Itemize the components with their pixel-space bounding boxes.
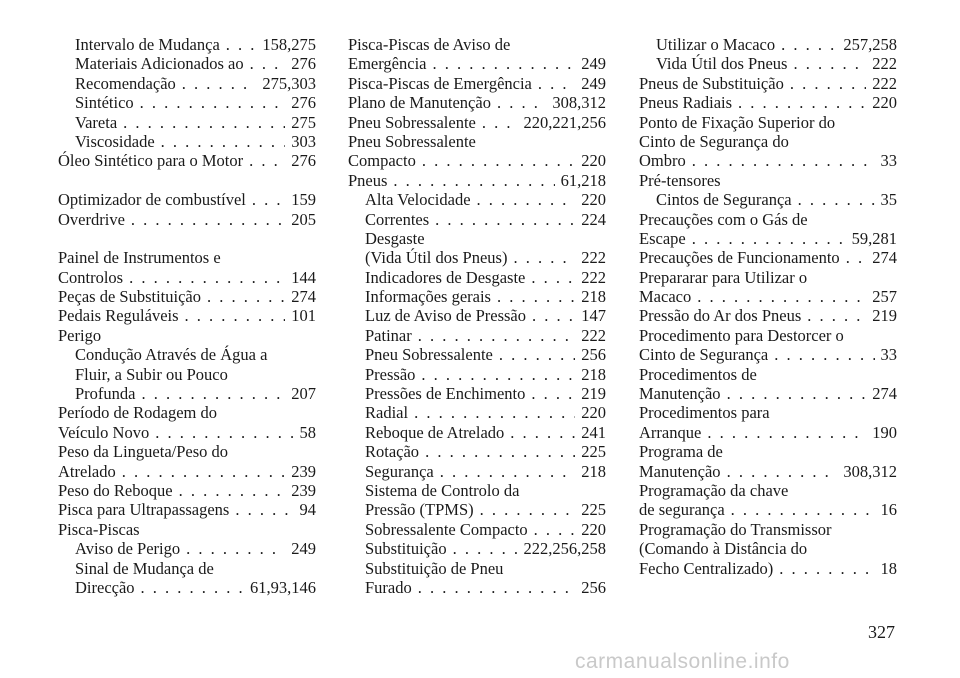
index-entry-text: Pré-tensores bbox=[639, 170, 721, 190]
leader-dots bbox=[532, 306, 575, 325]
index-entry-page: 249 bbox=[581, 73, 606, 93]
index-entry-text: Programação da chave bbox=[639, 480, 789, 500]
index-entry-text: Cinto de Segurança bbox=[639, 345, 769, 365]
index-column-1 bbox=[58, 35, 316, 597]
index-entry-text: Período de Rodagem do bbox=[58, 403, 218, 423]
index-entry-text: Peças de Substituição bbox=[58, 287, 201, 307]
index-entry bbox=[58, 481, 316, 500]
leader-dots bbox=[453, 539, 518, 558]
leader-dots bbox=[531, 384, 575, 403]
index-entry-text: Arranque bbox=[639, 422, 702, 442]
index-entry-text: Pressão bbox=[365, 364, 416, 384]
leader-dots bbox=[513, 248, 575, 267]
index-entry-page: 144 bbox=[291, 267, 316, 287]
index-entry bbox=[348, 287, 606, 306]
index-entry-text: Pneus bbox=[348, 170, 388, 190]
leader-dots bbox=[425, 442, 575, 461]
index-entry-page: 205 bbox=[291, 209, 316, 229]
leader-dots bbox=[250, 54, 286, 73]
index-entry-page: 249 bbox=[581, 54, 606, 74]
leader-dots bbox=[774, 345, 874, 364]
index-entry bbox=[348, 35, 606, 54]
index-entry-text: Pressão (TPMS) bbox=[365, 500, 474, 520]
index-entry-page: 218 bbox=[581, 364, 606, 384]
index-entry bbox=[639, 403, 897, 422]
index-entry-text: Pneus Radiais bbox=[639, 93, 733, 113]
leader-dots bbox=[131, 210, 285, 229]
index-entry-text: Procedimentos de bbox=[639, 364, 757, 384]
index-entry-page: 218 bbox=[581, 287, 606, 307]
index-entry-text: Patinar bbox=[365, 325, 412, 345]
index-entry bbox=[58, 190, 316, 209]
index-entry-text: Substituição bbox=[365, 539, 447, 559]
leader-dots bbox=[421, 365, 575, 384]
index-entry bbox=[58, 403, 316, 422]
index-entry bbox=[348, 539, 606, 558]
leader-dots bbox=[414, 403, 575, 422]
leader-dots bbox=[846, 248, 867, 267]
leader-dots bbox=[538, 74, 575, 93]
index-entry bbox=[348, 248, 606, 267]
index-entry-text: Furado bbox=[365, 577, 412, 597]
index-entry-page: 159 bbox=[291, 190, 316, 210]
index-entry-text: Precauções com o Gás de bbox=[639, 209, 808, 229]
leader-dots bbox=[141, 578, 244, 597]
index-entry-page: 61,93,146 bbox=[250, 577, 316, 597]
index-entry-page: 219 bbox=[581, 384, 606, 404]
leader-dots bbox=[497, 287, 575, 306]
index-entry-text: Veículo Novo bbox=[58, 422, 150, 442]
index-entry-page: 18 bbox=[880, 558, 897, 578]
index-entry-text: Segurança bbox=[365, 461, 434, 481]
index-entry-text: Pisca-Piscas de Emergência bbox=[348, 73, 532, 93]
leader-dots bbox=[155, 423, 293, 442]
index-entry-text: Luz de Aviso de Pressão bbox=[365, 306, 526, 326]
leader-dots bbox=[731, 500, 875, 519]
index-entry-text: Indicadores de Desgaste bbox=[365, 267, 526, 287]
index-entry bbox=[58, 248, 316, 267]
index-entry-text: Substituição de Pneu bbox=[365, 558, 504, 578]
index-entry bbox=[348, 190, 606, 209]
index-entry bbox=[348, 326, 606, 345]
index-entry bbox=[348, 462, 606, 481]
index-entry bbox=[639, 287, 897, 306]
index-entry-text: Vareta bbox=[75, 112, 118, 132]
index-entry bbox=[639, 190, 897, 209]
index-entry bbox=[639, 132, 897, 151]
index-entry bbox=[639, 481, 897, 500]
index-entry-page: 218 bbox=[581, 461, 606, 481]
index-entry-text: Recomendação bbox=[75, 73, 176, 93]
index-entry bbox=[58, 365, 316, 384]
index-entry-text: Informações gerais bbox=[365, 287, 491, 307]
index-entry bbox=[639, 74, 897, 93]
leader-dots bbox=[534, 520, 576, 539]
index-entry bbox=[348, 345, 606, 364]
index-entry bbox=[58, 326, 316, 345]
leader-dots bbox=[418, 578, 576, 597]
watermark: carmanualsonline.info bbox=[575, 650, 790, 673]
index-entry-page: 308,312 bbox=[552, 93, 606, 113]
index-entry bbox=[639, 268, 897, 287]
index-entry bbox=[348, 229, 606, 248]
index-entry-text: Optimizador de combustível bbox=[58, 190, 246, 210]
index-entry bbox=[639, 500, 897, 519]
index-entry-text: Pneu Sobressalente bbox=[365, 345, 493, 365]
index-entry-page: 222 bbox=[872, 73, 897, 93]
index-entry bbox=[58, 287, 316, 306]
index-entry bbox=[58, 442, 316, 461]
leader-dots bbox=[185, 306, 286, 325]
index-entry-page: 33 bbox=[880, 151, 897, 171]
index-entry-text: Aviso de Perigo bbox=[75, 539, 181, 559]
leader-dots bbox=[140, 93, 286, 112]
index-entry-page: 222,256,258 bbox=[523, 539, 606, 559]
index-entry-text: Precauções de Funcionamento bbox=[639, 248, 840, 268]
leader-dots bbox=[440, 462, 576, 481]
index-entry bbox=[58, 384, 316, 403]
index-entry-page: 58 bbox=[299, 422, 316, 442]
leader-dots bbox=[727, 384, 867, 403]
index-entry-page: 275 bbox=[291, 112, 316, 132]
index-entry-page: 207 bbox=[291, 384, 316, 404]
index-entry bbox=[639, 35, 897, 54]
index-entry-page: 276 bbox=[291, 93, 316, 113]
leader-dots bbox=[161, 132, 286, 151]
index-entry-text: Alta Velocidade bbox=[365, 190, 471, 210]
index-entry bbox=[58, 520, 316, 539]
index-entry-text: Reboque de Atrelado bbox=[365, 422, 505, 442]
index-entry-text: Overdrive bbox=[58, 209, 125, 229]
index-entry-page: 275,303 bbox=[262, 73, 316, 93]
index-entry bbox=[639, 384, 897, 403]
leader-dots bbox=[252, 190, 285, 209]
index-entry-page: 220 bbox=[872, 93, 897, 113]
index-entry bbox=[58, 54, 316, 73]
index-entry-page: 220 bbox=[581, 151, 606, 171]
index-entry bbox=[348, 54, 606, 73]
index-entry-page: 222 bbox=[872, 54, 897, 74]
index-entry-page: 59,281 bbox=[851, 228, 897, 248]
index-entry-page: 276 bbox=[291, 54, 316, 74]
index-entry-text: Sinal de Mudança de bbox=[75, 558, 214, 578]
index-entry bbox=[58, 93, 316, 112]
leader-dots bbox=[790, 74, 866, 93]
index-entry bbox=[639, 54, 897, 73]
index-entry-text: Programação do Transmissor bbox=[639, 519, 832, 539]
index-entry bbox=[639, 113, 897, 132]
leader-dots bbox=[781, 35, 837, 54]
index-entry bbox=[58, 462, 316, 481]
index-column-3 bbox=[639, 35, 897, 578]
index-entry-text: Intervalo de Mudança bbox=[75, 35, 220, 54]
index-entry bbox=[639, 462, 897, 481]
index-entry bbox=[348, 151, 606, 170]
index-entry bbox=[58, 423, 316, 442]
index-entry-text: Pneu Sobressalente bbox=[348, 112, 476, 132]
index-entry-text: Peso do Reboque bbox=[58, 480, 173, 500]
index-entry-text: Manutenção bbox=[639, 461, 721, 481]
index-entry-text: Condução Através de Água a bbox=[75, 345, 268, 365]
index-entry-text: Utilizar o Macaco bbox=[656, 35, 776, 54]
index-entry-text: Pressão do Ar dos Pneus bbox=[639, 306, 802, 326]
index-entry-page: 16 bbox=[880, 500, 897, 520]
index-entry-text: (Comando à Distância do bbox=[639, 539, 808, 559]
leader-dots bbox=[707, 423, 866, 442]
index-entry-text: Pedais Reguláveis bbox=[58, 306, 179, 326]
index-entry-page: 222 bbox=[581, 248, 606, 268]
index-entry bbox=[58, 578, 316, 597]
index-entry-text: Viscosidade bbox=[75, 131, 155, 151]
leader-dots bbox=[798, 190, 875, 209]
index-entry-text: Fluir, a Subir ou Pouco bbox=[75, 364, 228, 384]
index-entry bbox=[348, 403, 606, 422]
index-entry-page: 220 bbox=[581, 519, 606, 539]
index-entry-text: Escape bbox=[639, 228, 686, 248]
index-entry-text: Controlos bbox=[58, 267, 124, 287]
index-entry-text: Pneus de Substituição bbox=[639, 73, 784, 93]
leader-dots bbox=[142, 384, 286, 403]
index-entry-page: 257 bbox=[872, 287, 897, 307]
leader-dots bbox=[249, 151, 285, 170]
index-entry bbox=[639, 248, 897, 267]
index-entry bbox=[58, 268, 316, 287]
index-entry-page: 224 bbox=[581, 209, 606, 229]
leader-dots bbox=[393, 171, 554, 190]
leader-dots bbox=[531, 268, 575, 287]
index-entry-page: 274 bbox=[872, 384, 897, 404]
index-entry-text: Vida Útil dos Pneus bbox=[656, 54, 788, 74]
index-entry-page: 190 bbox=[872, 422, 897, 442]
index-entry bbox=[348, 384, 606, 403]
index-entry-page: 219 bbox=[872, 306, 897, 326]
index-entry bbox=[639, 93, 897, 112]
index-entry-text: Procedimentos para bbox=[639, 403, 770, 423]
index-entry bbox=[348, 500, 606, 519]
index-entry-text: Atrelado bbox=[58, 461, 116, 481]
index-entry bbox=[639, 423, 897, 442]
index-entry-text: Ombro bbox=[639, 151, 686, 171]
leader-dots bbox=[497, 93, 546, 112]
index-entry-page: 222 bbox=[581, 267, 606, 287]
index-entry-text: (Vida Útil dos Pneus) bbox=[365, 248, 508, 268]
index-entry-text: Programa de bbox=[639, 442, 723, 462]
index-entry-page: 220,221,256 bbox=[523, 112, 606, 132]
index-entry bbox=[58, 559, 316, 578]
index-entry-page: 239 bbox=[291, 480, 316, 500]
index-entry-page: 256 bbox=[581, 345, 606, 365]
index-entry bbox=[58, 151, 316, 170]
index-entry-text: Prepararar para Utilizar o bbox=[639, 267, 808, 287]
index-entry bbox=[58, 132, 316, 151]
index-entry-text: Cinto de Segurança do bbox=[639, 131, 789, 151]
index-entry bbox=[639, 229, 897, 248]
index-entry-page: 303 bbox=[291, 131, 316, 151]
index-entry-text: Pneu Sobressalente bbox=[348, 131, 476, 151]
leader-dots bbox=[779, 559, 874, 578]
index-entry bbox=[639, 559, 897, 578]
leader-dots bbox=[433, 54, 576, 73]
index-entry bbox=[58, 74, 316, 93]
index-entry-text: Sobressalente Compacto bbox=[365, 519, 528, 539]
leader-dots bbox=[235, 500, 293, 519]
index-entry bbox=[58, 306, 316, 325]
leader-dots bbox=[418, 326, 576, 345]
leader-dots bbox=[793, 54, 866, 73]
index-entry-page: 308,312 bbox=[843, 461, 897, 481]
index-entry-text: Rotação bbox=[365, 442, 420, 462]
index-entry-text: Direcção bbox=[75, 577, 135, 597]
index-entry-page: 276 bbox=[291, 151, 316, 171]
index-entry-page: 241 bbox=[581, 422, 606, 442]
leader-dots bbox=[122, 462, 286, 481]
index-entry bbox=[639, 151, 897, 170]
index-entry-page: 239 bbox=[291, 461, 316, 481]
index-entry-page: 220 bbox=[581, 190, 606, 210]
index-entry-page: 158,275 bbox=[262, 35, 316, 54]
index-entry bbox=[639, 171, 897, 190]
leader-dots bbox=[129, 268, 285, 287]
index-entry-text: Fecho Centralizado) bbox=[639, 558, 774, 578]
index-entry-text: Ponto de Fixação Superior do bbox=[639, 112, 836, 132]
index-entry-page: 257,258 bbox=[843, 35, 897, 54]
index-entry-text: Emergência bbox=[348, 54, 427, 74]
index-entry-text: Pisca-Piscas bbox=[58, 519, 140, 539]
index-entry bbox=[639, 442, 897, 461]
index-entry bbox=[639, 365, 897, 384]
index-entry-page: 222 bbox=[581, 325, 606, 345]
leader-dots bbox=[422, 151, 575, 170]
leader-dots bbox=[727, 462, 838, 481]
index-entry bbox=[348, 442, 606, 461]
index-entry bbox=[639, 520, 897, 539]
index-entry-text: de segurança bbox=[639, 500, 725, 520]
leader-dots bbox=[697, 287, 866, 306]
leader-dots bbox=[477, 190, 576, 209]
index-entry bbox=[348, 365, 606, 384]
leader-dots bbox=[807, 306, 866, 325]
index-entry-text: Plano de Manutenção bbox=[348, 93, 491, 113]
index-entry bbox=[348, 559, 606, 578]
leader-dots bbox=[179, 481, 286, 500]
index-entry bbox=[58, 500, 316, 519]
index-entry bbox=[58, 113, 316, 132]
index-entry-page: 94 bbox=[299, 500, 316, 520]
index-entry-text: Pressões de Enchimento bbox=[365, 384, 526, 404]
index-entry-text: Macaco bbox=[639, 287, 692, 307]
index-entry-page: 256 bbox=[581, 577, 606, 597]
index-entry-text: Correntes bbox=[365, 209, 430, 229]
leader-dots bbox=[692, 151, 875, 170]
index-entry bbox=[639, 306, 897, 325]
index-entry-page: 249 bbox=[291, 539, 316, 559]
index-entry bbox=[348, 268, 606, 287]
leader-dots bbox=[182, 74, 257, 93]
index-entry bbox=[348, 74, 606, 93]
index-entry bbox=[58, 539, 316, 558]
leader-dots bbox=[510, 423, 575, 442]
index-entry bbox=[58, 345, 316, 364]
index-entry-text: Pisca para Ultrapassagens bbox=[58, 500, 230, 520]
index-entry-text: Procedimento para Destorcer o bbox=[639, 325, 844, 345]
index-entry-page: 225 bbox=[581, 500, 606, 520]
index-entry-text: Profunda bbox=[75, 384, 136, 404]
leader-dots bbox=[123, 113, 285, 132]
index-entry-text: Desgaste bbox=[365, 228, 425, 248]
index-entry bbox=[348, 113, 606, 132]
index-entry-page: 33 bbox=[880, 345, 897, 365]
index-entry-text: Pisca-Piscas de Aviso de bbox=[348, 35, 511, 54]
index-entry-text: Peso da Lingueta/Peso do bbox=[58, 442, 229, 462]
index-entry-text: Sintético bbox=[75, 93, 134, 113]
index-entry-page: 101 bbox=[291, 306, 316, 326]
index-entry-text: Painel de Instrumentos e bbox=[58, 248, 221, 268]
index-entry-text: Perigo bbox=[58, 325, 102, 345]
index-entry-text: Óleo Sintético para o Motor bbox=[58, 151, 244, 171]
index-entry bbox=[348, 423, 606, 442]
index-entry-page: 274 bbox=[291, 287, 316, 307]
index-entry bbox=[348, 520, 606, 539]
index-entry bbox=[58, 35, 316, 54]
index-entry-text: Cintos de Segurança bbox=[656, 190, 792, 210]
index-entry-page: 274 bbox=[872, 248, 897, 268]
index-entry-text: Compacto bbox=[348, 151, 416, 171]
leader-dots bbox=[435, 210, 575, 229]
index-entry bbox=[348, 93, 606, 112]
leader-dots bbox=[692, 229, 846, 248]
index-entry bbox=[348, 210, 606, 229]
leader-dots bbox=[207, 287, 285, 306]
leader-dots bbox=[480, 500, 576, 519]
leader-dots bbox=[226, 35, 257, 54]
page-number: 327 bbox=[868, 622, 895, 642]
index-entry bbox=[639, 326, 897, 345]
index-entry bbox=[639, 345, 897, 364]
index-entry-text: Radial bbox=[365, 403, 409, 423]
index-entry bbox=[348, 132, 606, 151]
index-entry-page: 61,218 bbox=[560, 170, 606, 190]
index-column-2 bbox=[348, 35, 606, 597]
index-entry bbox=[348, 481, 606, 500]
leader-dots bbox=[499, 345, 575, 364]
index-entry bbox=[639, 539, 897, 558]
index-entry-page: 35 bbox=[880, 190, 897, 210]
index-entry bbox=[58, 210, 316, 229]
index-entry-text: Materiais Adicionados ao bbox=[75, 54, 244, 74]
leader-dots bbox=[186, 539, 285, 558]
index-entry-page: 147 bbox=[581, 306, 606, 326]
leader-dots bbox=[738, 93, 866, 112]
index-entry bbox=[348, 171, 606, 190]
index-entry bbox=[348, 306, 606, 325]
index-entry-text: Manutenção bbox=[639, 384, 721, 404]
index-entry-text: Sistema de Controlo da bbox=[365, 480, 520, 500]
index-entry bbox=[639, 210, 897, 229]
leader-dots bbox=[482, 113, 518, 132]
index-entry-page: 225 bbox=[581, 442, 606, 462]
index-entry bbox=[348, 578, 606, 597]
index-entry-page: 220 bbox=[581, 403, 606, 423]
